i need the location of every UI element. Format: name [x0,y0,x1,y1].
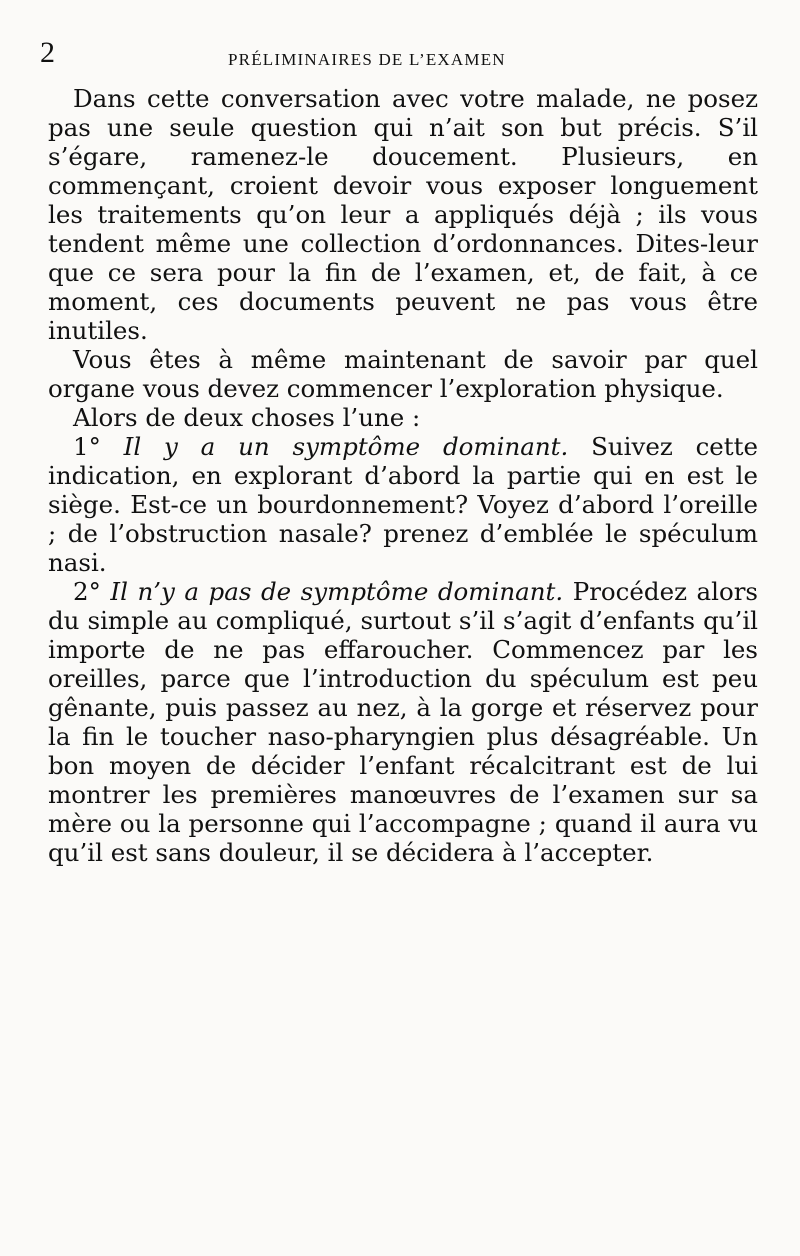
running-head: PRÉLIMINAIRES DE L’EXAMEN [228,50,506,69]
case-2-label: 2° [73,577,111,606]
body-text [48,84,758,867]
case-1-heading: Il y a un symptôme dominant. [123,432,569,461]
paragraph-conversation: Dans cette conversation avec votre malade, ne posez pas une seule question qui n’ait son but précis. S’il s’égare, ramenez-le doucement. Plusieurs, en commençant, croient devoir vous exposer longuement les traitements qu’on leur a appliqués déjà ; ils vous tendent même une collection d’ordonnances. Dites-leur que ce sera pour la fin de l’examen, et, de fait, à ce moment, ces documents peuvent ne pas vous être inutiles. [48,84,758,345]
case-2-text: Procédez alors du simple au compliqué, surtout s’il s’agit d’enfants qu’il importe de ne pas effaroucher. Commencez par les oreilles, parce que l’introduction du spéculum est peu gênante, puis passez au nez, à la gorge et réservez pour la fin le toucher naso-pharyngien plus désagréable. Un bon moyen de décider l’enfant récalcitrant est de lui montrer les premières manœuvres de l’examen sur sa mère ou la personne qui l’accompagne ; quand il aura vu qu’il est sans douleur, il se décidera à l’accepter. [48,577,758,867]
paragraph-case-1 [48,432,758,577]
case-1-text: Suivez cette indication, en explorant d’abord la partie qui en est le siège. Est-ce un bourdonnement? Voyez d’abord l’oreille ; de l’obstruction nasale? prenez d’emblée le spéculum nasi. [48,432,758,577]
case-2-heading: Il n’y a pas de symptôme dominant. [110,577,564,606]
paragraph-alternatives: Alors de deux choses l’une : [73,403,421,432]
page-number: 2 [40,36,55,69]
case-1-label: 1° [73,432,124,461]
paragraph-organe: Vous êtes à même maintenant de savoir par quel organe vous devez commencer l’exploration physique. [48,345,758,403]
paragraph-case-2 [48,577,758,867]
